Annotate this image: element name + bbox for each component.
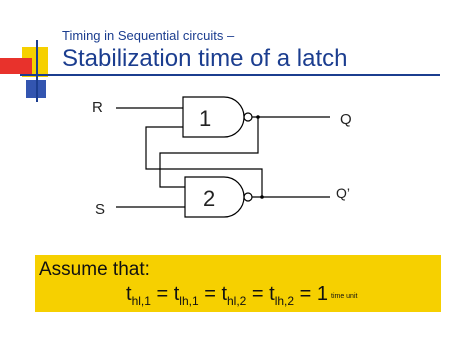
timing-value: 1 [316,283,328,305]
slide-subtitle: Timing in Sequential circuits – [62,28,235,43]
t-lh2: t [269,283,275,305]
assumption-label: Assume that: [39,259,150,280]
junction-qbar [260,195,264,199]
time-unit-label: time unit [331,293,358,300]
eq-sign-3: = [246,283,270,305]
gate-2-bubble [244,193,252,201]
assumption-box [35,255,441,312]
sub-lh2: lh,2 [274,294,295,308]
gate-1-label: 1 [199,106,212,131]
sub-hl1: hl,1 [131,294,151,308]
sub-hl2: hl,2 [227,294,247,308]
gate-1-body [183,97,244,137]
sub-lh1: lh,1 [179,294,199,308]
gate-2-label: 2 [203,186,216,211]
input-r-label: R [92,99,103,116]
eq-sign-2: = [198,283,222,305]
eq-sign-4: = [294,283,317,305]
gate-1-bubble [244,113,252,121]
output-q-bar-label: Q’ [336,185,350,201]
junction-q [256,115,260,119]
t-hl2: t [221,283,227,305]
output-q-label: Q [340,111,352,128]
timing-equation [126,283,357,308]
t-lh1: t [173,283,180,305]
eq-sign-1: = [150,283,174,305]
t-hl1: t [126,283,132,305]
input-s-label: S [95,201,106,218]
slide-title: Stabilization time of a latch [62,45,348,72]
